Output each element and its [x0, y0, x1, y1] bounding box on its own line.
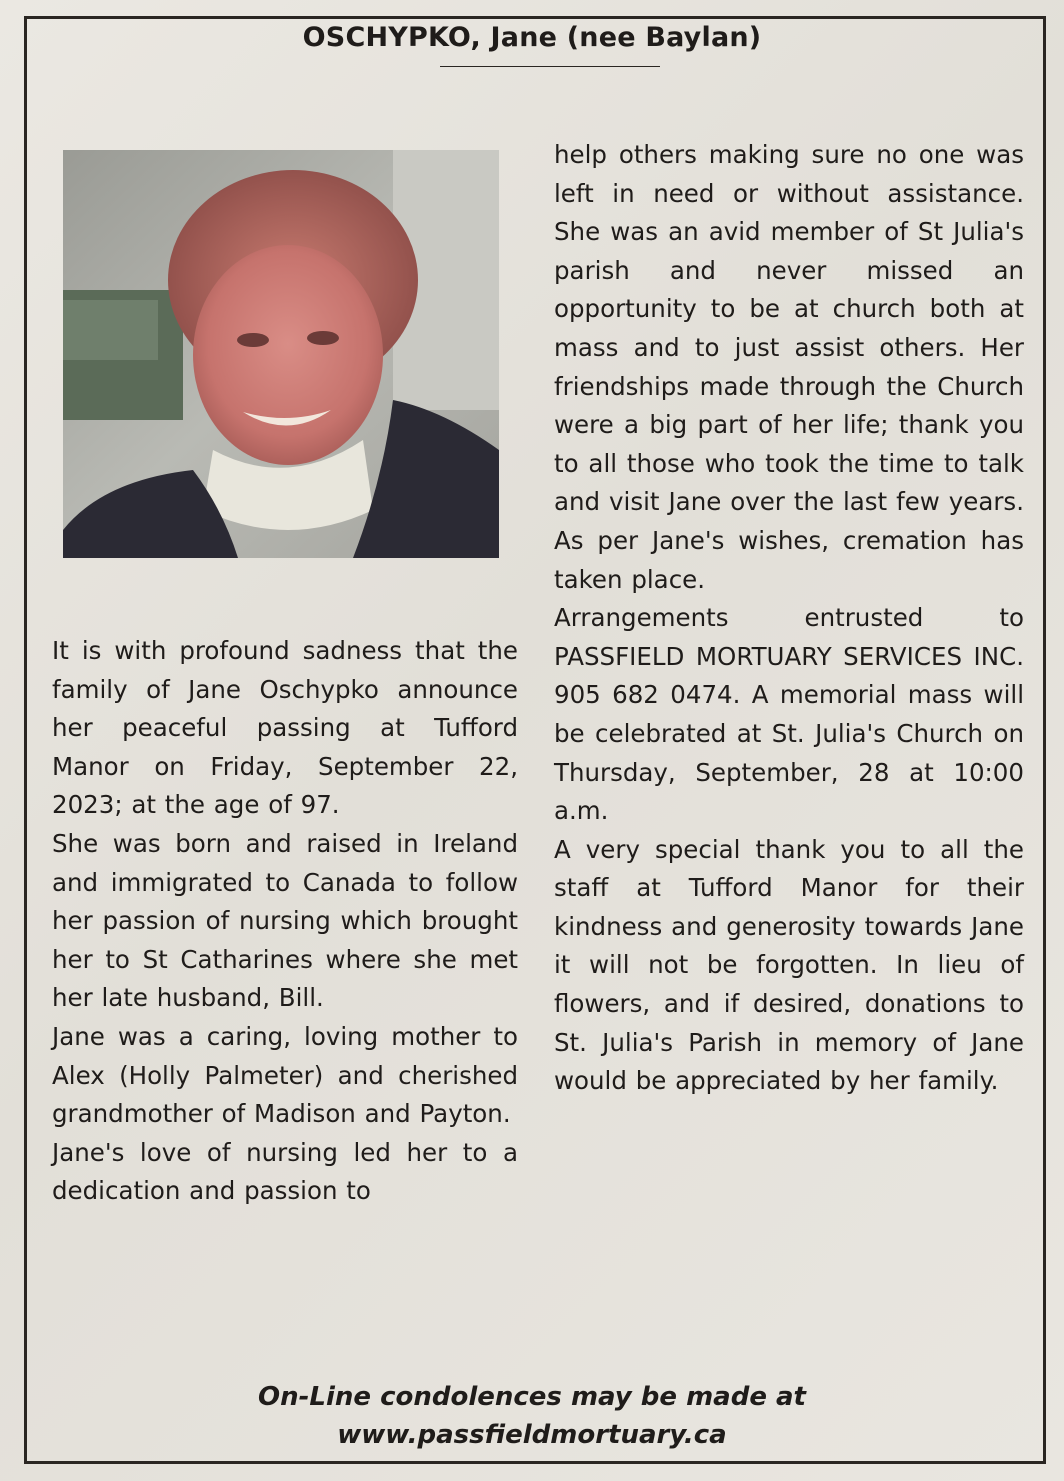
paragraph: Jane's love of nursing led her to a dedication and passion to: [52, 1137, 518, 1206]
paragraph: It is with profound sadness that the family of Jane Oschypko announce her peaceful passing at Tufford Manor on Friday, September 22, 2023; at the age of 97.: [52, 636, 518, 820]
website-link[interactable]: www.passfieldmortuary.ca: [337, 1420, 727, 1450]
paragraph: Arrangements entrusted to PASSFIELD MORTUARY SERVICES INC. 905 682 0474. A memorial mass will be celebrated at St. Julia's Church on Thursday, September, 28 at 10:00 a.m.: [554, 603, 1024, 826]
paragraph: She was born and raised in Ireland and immigrated to Canada to follow her passion of nursing which brought her to St Catharines where she met her late husband, Bill.: [52, 828, 518, 1013]
left-column: [52, 632, 518, 1211]
paragraph: help others making sure no one was left in need or without assistance. She was an avid member of St Julia's parish and never missed an opportunity to be at church both at mass and to just assist others. Her friendships made through the Church were a big part of her life; thank you to all those who took the time to talk and visit Jane over the last few years. As per Jane's wishes, cremation has taken place.: [554, 140, 1024, 594]
portrait-photo: [63, 150, 499, 558]
notice-title: OSCHYPKO, Jane (nee Baylan): [302, 22, 762, 53]
footer-line: On-Line condolences may be made at: [257, 1382, 806, 1412]
paragraph: A very special thank you to all the staff at Tufford Manor for their kindness and generosity towards Jane it will not be forgotten. In lieu of flowers, and if desired, donations to St. Julia's Parish in memory of Jane would be appreciated by her family.: [554, 834, 1024, 1096]
portrait-photo-icon: [63, 150, 499, 558]
paragraph: Jane was a caring, loving mother to Alex (Holly Palmeter) and cherished grandmother of Madison and Payton.: [52, 1021, 518, 1129]
title-underline: [440, 66, 660, 67]
condolences-footer: [0, 1378, 1064, 1454]
right-column: [554, 136, 1024, 1101]
